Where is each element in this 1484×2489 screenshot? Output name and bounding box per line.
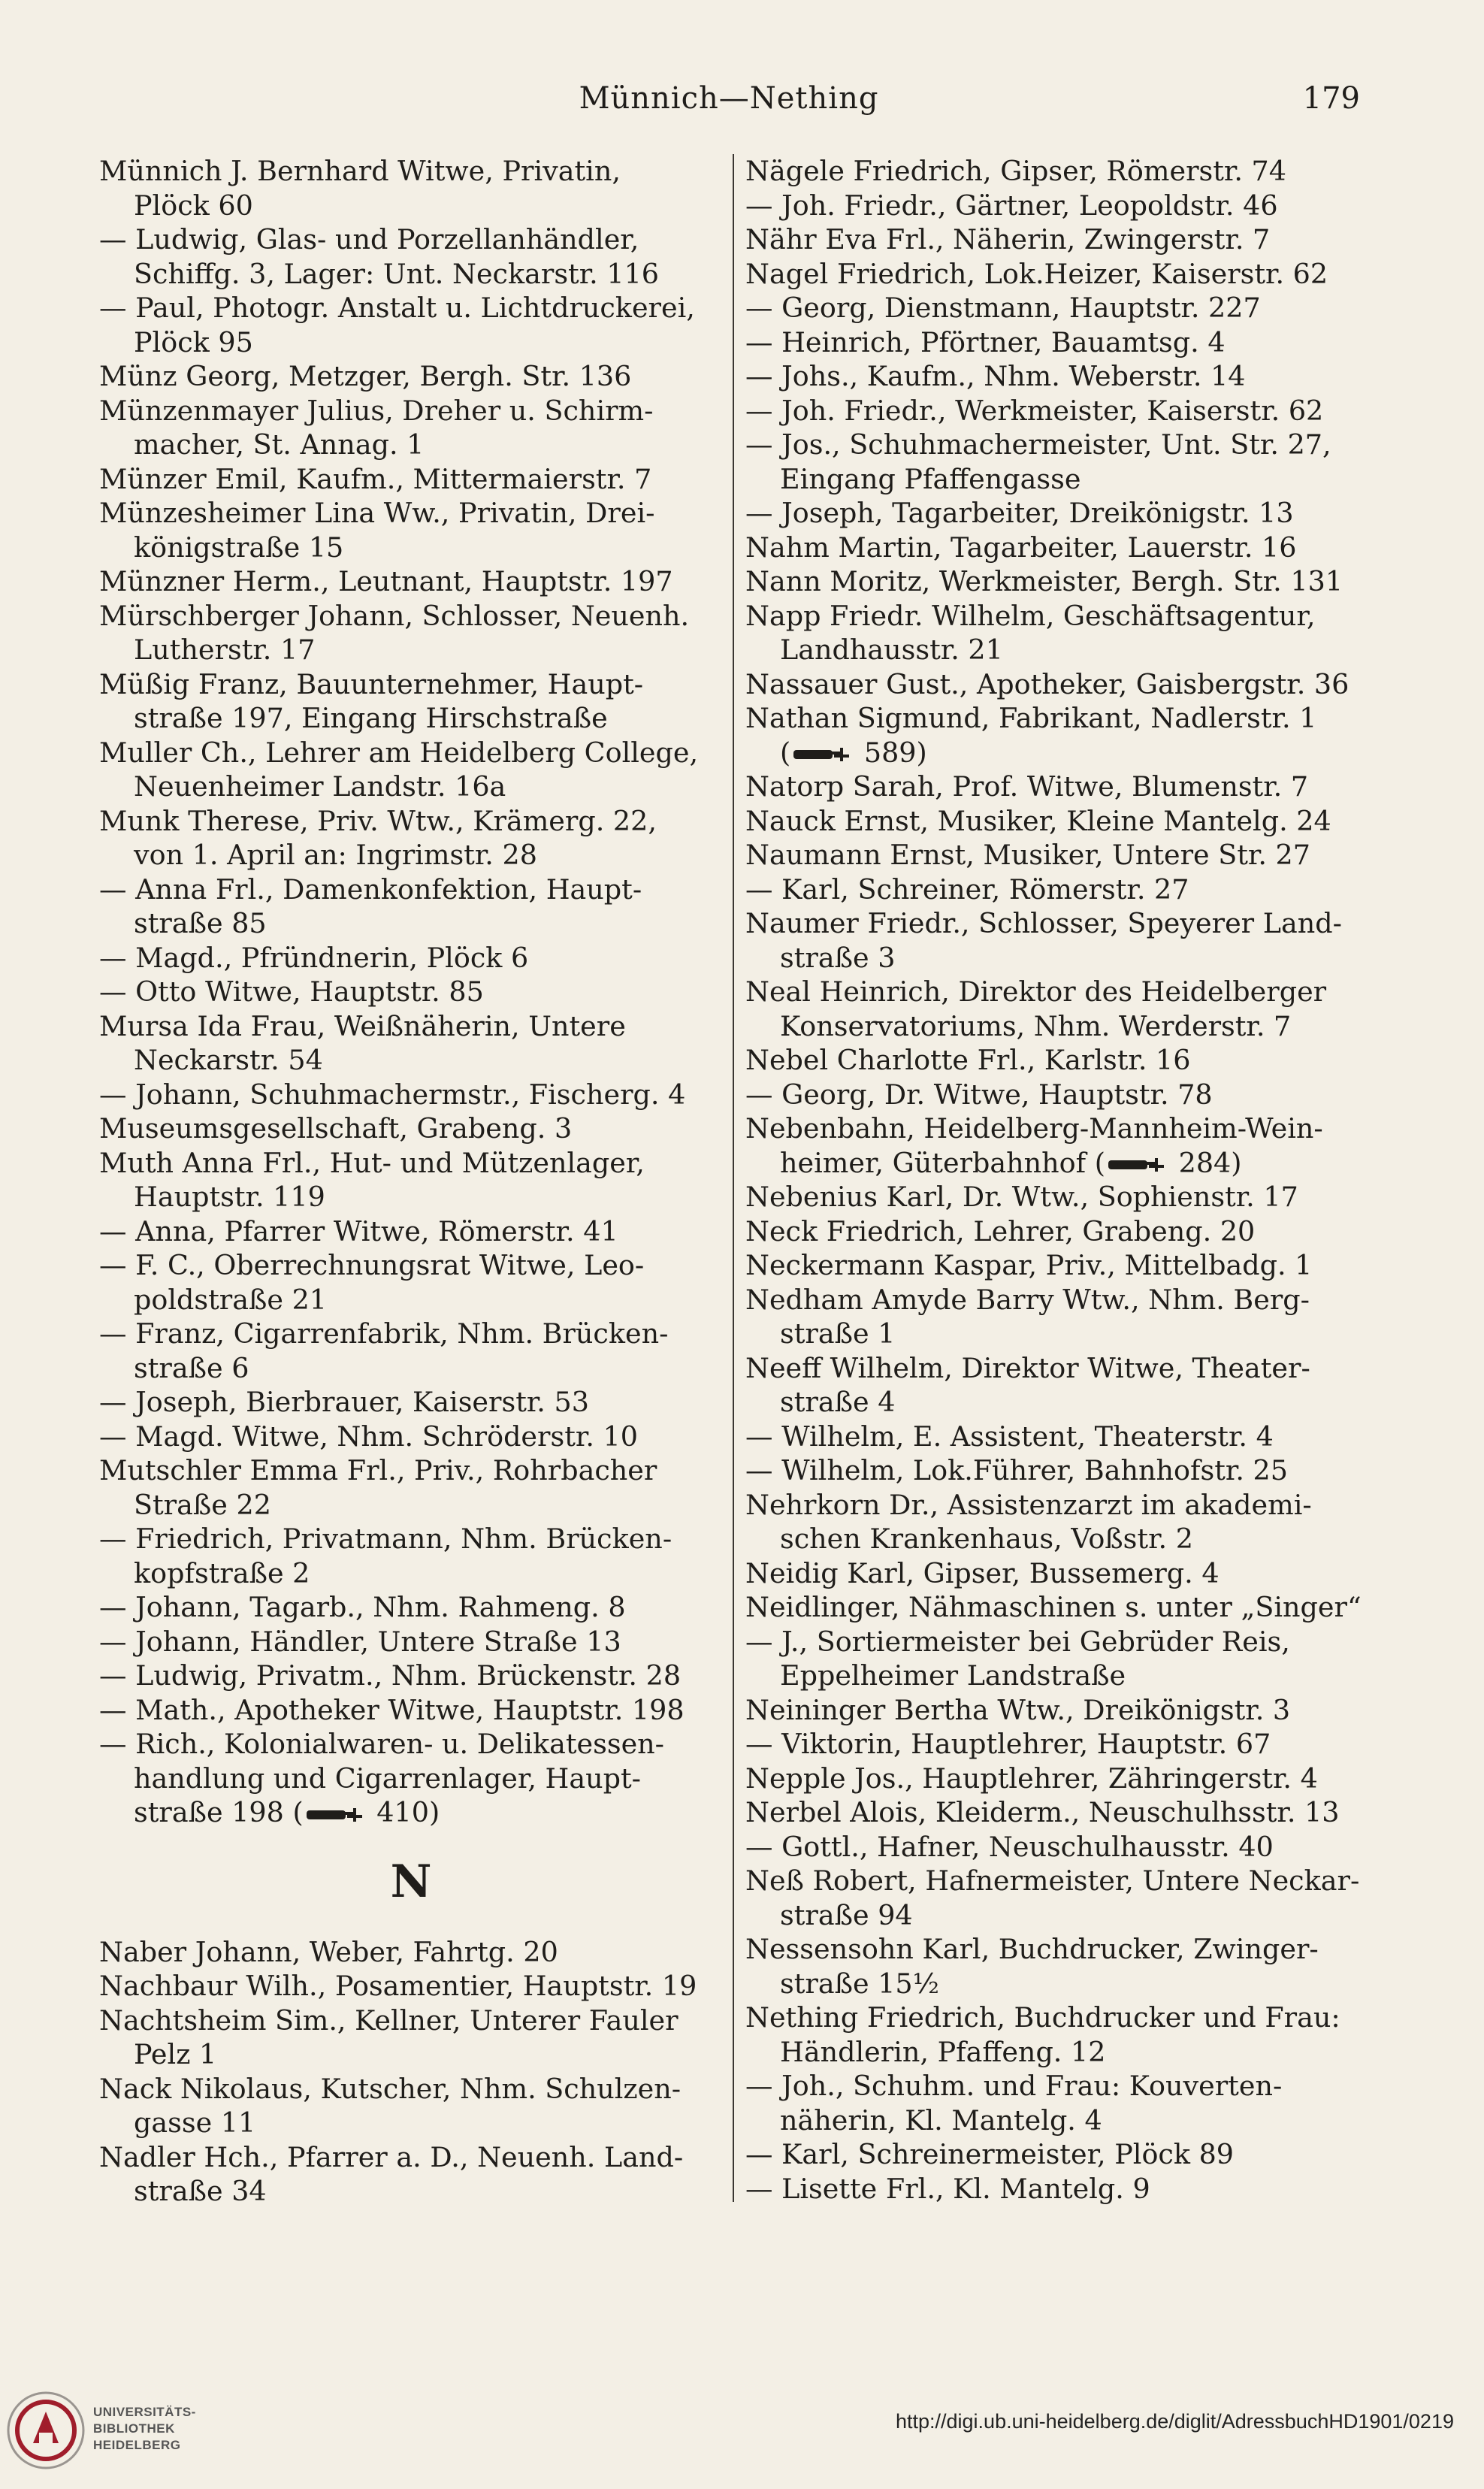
directory-entry [745, 1420, 1369, 1454]
entry-line: Eingang Pfaffengasse [780, 462, 1081, 495]
entry-line: Münzesheimer Lina Ww., Privatin, Drei- [99, 497, 655, 529]
directory-entry [99, 1248, 723, 1317]
directory-entry [745, 496, 1369, 531]
entry-line: — Math., Apotheker Witwe, Hauptstr. 198 [99, 1693, 685, 1726]
library-name [93, 2404, 196, 2454]
directory-entry [99, 1009, 723, 1078]
directory-entry [745, 222, 1369, 257]
directory-entry [745, 838, 1369, 873]
entry-line: Nägele Friedrich, Gipser, Römerstr. 74 [745, 155, 1287, 187]
entry-line: — Karl, Schreiner, Römerstr. 27 [745, 873, 1189, 906]
entry-line: Münzenmayer Julius, Dreher u. Schirm- [99, 394, 654, 427]
entry-line: — Ludwig, Glas- und Porzellanhändler, [99, 223, 639, 256]
directory-entry [745, 154, 1369, 189]
entry-line: Neidig Karl, Gipser, Bussemerg. 4 [745, 1556, 1220, 1589]
directory-entry [99, 1659, 723, 1693]
right-entries-c [745, 1180, 1369, 2206]
entry-line: — Georg, Dr. Witwe, Hauptstr. 78 [745, 1078, 1213, 1111]
right-column [745, 154, 1369, 2206]
directory-entry [745, 531, 1369, 565]
directory-entry [745, 1864, 1369, 1932]
directory-entry [745, 2137, 1369, 2172]
entry-line: — Lisette Frl., Kl. Mantelg. 9 [745, 2172, 1150, 2205]
entry-line: Muller Ch., Lehrer am Heidelberg College, [99, 736, 699, 769]
directory-entry [745, 804, 1369, 839]
entry-line: Mursa Ida Frau, Weißnäherin, Untere [99, 1009, 626, 1042]
entry-text: straße 198 ( [134, 1796, 304, 1828]
entry-line: straße 15½ [780, 1967, 940, 2000]
directory-entry [99, 222, 723, 291]
directory-entry [99, 599, 723, 667]
column-divider [733, 154, 734, 2202]
entry-line: Munk Therese, Priv. Wtw., Krämerg. 22, [99, 804, 657, 837]
left-entries-after [99, 1935, 723, 2209]
directory-entry [745, 1625, 1369, 1693]
entry-line: Neckermann Kaspar, Priv., Mittelbadg. 1 [745, 1249, 1313, 1281]
entry-line: Nething Friedrich, Buchdrucker und Frau: [745, 2001, 1340, 2034]
directory-entry [99, 1693, 723, 1728]
directory-entry [745, 2172, 1369, 2206]
entry-line: Neal Heinrich, Direktor des Heidelberger [745, 975, 1327, 1008]
entry-line: — Georg, Dienstmann, Hauptstr. 227 [745, 292, 1261, 324]
directory-entry [745, 873, 1369, 907]
entry-line: Plöck 60 [134, 189, 253, 222]
entry-line: — Joh. Friedr., Gärtner, Leopoldstr. 46 [745, 189, 1278, 222]
entry-line: Nebenbahn, Heidelberg-Mannheim-Wein- [745, 1112, 1323, 1145]
directory-entry [745, 1180, 1369, 1214]
library-name-line: BIBLIOTHEK [93, 2421, 175, 2436]
directory-entry [745, 1556, 1369, 1591]
directory-entry [99, 804, 723, 873]
directory-entry [99, 1625, 723, 1659]
directory-entry [745, 1214, 1369, 1249]
page-footer [0, 2371, 1484, 2489]
entry-line: Nebenius Karl, Dr. Wtw., Sophienstr. 17 [745, 1181, 1298, 1213]
entry-line: — Viktorin, Hauptlehrer, Hauptstr. 67 [745, 1728, 1271, 1760]
directory-entry [99, 291, 723, 359]
entry-text: heimer, Güterbahnhof ( [780, 1146, 1105, 1179]
entry-text: 589) [855, 736, 927, 769]
directory-entry [745, 564, 1369, 599]
entry-line: Nauck Ernst, Musiker, Kleine Mantelg. 24 [745, 804, 1331, 837]
running-head: Münnich—Nething [579, 81, 879, 116]
directory-entry [745, 1932, 1369, 2001]
directory-entry [745, 394, 1369, 428]
entry-line: Napp Friedr. Wilhelm, Geschäftsagentur, [745, 599, 1316, 632]
directory-entry [99, 1111, 723, 1146]
directory-entry [99, 1146, 723, 1214]
entry-line: Nachbaur Wilh., Posamentier, Hauptstr. 19 [99, 1970, 697, 2002]
entry-line [745, 736, 1369, 770]
page-number: 179 [1302, 81, 1360, 116]
entry-line: Neß Robert, Hafnermeister, Untere Neckar- [745, 1864, 1360, 1897]
left-entries-before [99, 154, 723, 1727]
entry-line: straße 85 [134, 907, 267, 939]
entry-line: poldstraße 21 [134, 1283, 328, 1316]
directory-entry [99, 359, 723, 394]
entry-line: Nehrkorn Dr., Assistenzarzt im akademi- [745, 1488, 1312, 1521]
entry-line: — Joh. Friedr., Werkmeister, Kaiserstr. 62 [745, 394, 1324, 427]
entry-line: Nadler Hch., Pfarrer a. D., Neuenh. Land- [99, 2140, 684, 2173]
entry-line: — Franz, Cigarrenfabrik, Nhm. Brücken- [99, 1317, 669, 1350]
entry-line: — Magd. Witwe, Nhm. Schröderstr. 10 [99, 1420, 638, 1453]
directory-entry [745, 1693, 1369, 1728]
entry-line: — Johann, Schuhmachermstr., Fischerg. 4 [99, 1078, 686, 1111]
directory-entry [745, 599, 1369, 667]
entry-line: Natorp Sarah, Prof. Witwe, Blumenstr. 7 [745, 770, 1309, 803]
entry-line: — Magd., Pfründnerin, Plöck 6 [99, 941, 529, 974]
directory-entry [745, 1351, 1369, 1420]
entry-line: handlung und Cigarrenlager, Haupt- [134, 1762, 642, 1795]
left-column [99, 154, 723, 2209]
entry-line: straße 3 [780, 941, 896, 974]
entry-line: — Anna, Pfarrer Witwe, Römerstr. 41 [99, 1214, 618, 1248]
directory-entry [745, 257, 1369, 292]
entry-line: Nebel Charlotte Frl., Karlstr. 16 [745, 1044, 1191, 1076]
entry-line: — Joseph, Tagarbeiter, Dreikönigstr. 13 [745, 497, 1294, 529]
entry-line: Neidlinger, Nähmaschinen s. unter „Singer“ [745, 1591, 1362, 1623]
entry-line: näherin, Kl. Mantelg. 4 [780, 2103, 1102, 2137]
entry-line: straße 1 [780, 1317, 896, 1350]
directory-entry [745, 359, 1369, 394]
entry-line: Muth Anna Frl., Hut- und Mützenlager, [99, 1146, 645, 1179]
entry-line: — Heinrich, Pförtner, Bauamtsg. 4 [745, 325, 1226, 358]
directory-entry [745, 428, 1369, 496]
entry-line: — Joh., Schuhm. und Frau: Kouverten- [745, 2070, 1283, 2102]
entry-line: — Otto Witwe, Hauptstr. 85 [99, 975, 484, 1008]
entry-line: — Jos., Schuhmachermeister, Unt. Str. 27, [745, 428, 1331, 461]
entry-line: Nack Nikolaus, Kutscher, Nhm. Schulzen- [99, 2072, 682, 2105]
directory-entry [99, 496, 723, 564]
entry-line: Naumann Ernst, Musiker, Untere Str. 27 [745, 839, 1310, 871]
directory-entry [745, 906, 1369, 975]
directory-entry [745, 1248, 1369, 1283]
entry-line: macher, St. Annag. 1 [134, 428, 425, 461]
entry-line: von 1. April an: Ingrimstr. 28 [134, 839, 537, 871]
entry-text: 284) [1170, 1146, 1242, 1179]
right-entries-b [745, 770, 1369, 1111]
entry-line: gasse 11 [134, 2106, 256, 2139]
entry-line: Münzer Emil, Kaufm., Mittermaierstr. 7 [99, 462, 652, 495]
entry-line: Nathan Sigmund, Fabrikant, Nadlerstr. 1 [745, 702, 1317, 734]
directory-entry [745, 1078, 1369, 1112]
entry-line: Münz Georg, Metzger, Bergh. Str. 136 [99, 360, 632, 392]
directory-entry [745, 325, 1369, 360]
entry-line: Nann Moritz, Werkmeister, Bergh. Str. 131 [745, 565, 1343, 597]
source-url-link[interactable]: http://digi.ub.uni-heidelberg.de/diglit/AdressbuchHD1901/0219 [895, 2410, 1454, 2433]
entry-line: königstraße 15 [134, 531, 344, 564]
directory-entry [99, 1385, 723, 1420]
directory-entry [745, 2001, 1369, 2069]
entry-line: Nepple Jos., Hauptlehrer, Zähringerstr. 4 [745, 1762, 1318, 1795]
entry-line: — Friedrich, Privatmann, Nhm. Brücken- [99, 1523, 672, 1555]
entry-line: Landhausstr. 21 [780, 634, 1003, 666]
directory-entry [99, 2140, 723, 2209]
entry-line: Neuenheimer Landstr. 16a [134, 770, 506, 803]
directory-entry [745, 1590, 1369, 1625]
telephone-icon [1107, 1155, 1165, 1175]
entry-line: Nähr Eva Frl., Näherin, Zwingerstr. 7 [745, 223, 1271, 256]
directory-entry [99, 873, 723, 941]
directory-entry [745, 1795, 1369, 1830]
directory-entry [745, 1830, 1369, 1864]
entry-line: Neininger Bertha Wtw., Dreikönigstr. 3 [745, 1693, 1291, 1726]
entry-line: straße 34 [134, 2175, 267, 2207]
entry-line: — Ludwig, Privatm., Nhm. Brückenstr. 28 [99, 1659, 682, 1692]
entry-line: Mürschberger Johann, Schlosser, Neuenh. [99, 599, 690, 632]
directory-entry [99, 667, 723, 736]
entry-line: Münzner Herm., Leutnant, Hauptstr. 197 [99, 565, 673, 597]
entry-line: Nedham Amyde Barry Wtw., Nhm. Berg- [745, 1283, 1310, 1316]
letter-heading: N [390, 1855, 432, 1908]
entry-line: straße 4 [780, 1386, 896, 1418]
entry-line: Konservatoriums, Nhm. Werderstr. 7 [780, 1009, 1292, 1042]
entry-line: Mutschler Emma Frl., Priv., Rohrbacher [99, 1454, 657, 1486]
directory-entry [99, 1420, 723, 1454]
directory-entry [745, 1283, 1369, 1351]
entry-line: — Johann, Tagarb., Nhm. Rahmeng. 8 [99, 1591, 626, 1623]
entry-line: Straße 22 [134, 1488, 271, 1521]
entry-line: — Wilhelm, Lok.Führer, Bahnhofstr. 25 [745, 1454, 1288, 1486]
directory-entry [745, 975, 1369, 1043]
entry-text: ( [780, 736, 791, 769]
directory-entry [745, 1762, 1369, 1796]
directory-entry [99, 1453, 723, 1522]
entry-line: Neckarstr. 54 [134, 1044, 323, 1076]
entry-line: Naber Johann, Weber, Fahrtg. 20 [99, 1935, 558, 1968]
directory-entry [99, 736, 723, 804]
entry-text: 410) [367, 1796, 440, 1828]
telephone-icon [792, 745, 851, 764]
entry-nathan [745, 701, 1369, 770]
entry-line: Nerbel Alois, Kleiderm., Neuschulhsstr. 13 [745, 1796, 1340, 1828]
entry-line: Plöck 95 [134, 325, 253, 358]
directory-entry [99, 154, 723, 222]
directory-entry [745, 1043, 1369, 1078]
directory-entry [99, 1522, 723, 1590]
directory-entry [99, 1935, 723, 1970]
entry-line: Händlerin, Pfaffeng. 12 [780, 2035, 1106, 2068]
directory-entry [99, 2004, 723, 2072]
entry-line [745, 1146, 1369, 1181]
directory-entry [99, 1969, 723, 2004]
directory-entry [99, 564, 723, 599]
directory-entry [99, 1317, 723, 1385]
entry-mutschler-rich [99, 1727, 723, 1830]
entry-line: Schiffg. 3, Lager: Unt. Neckarstr. 116 [134, 257, 660, 290]
entry-line: Neck Friedrich, Lehrer, Grabeng. 20 [745, 1214, 1256, 1248]
directory-entry [745, 1727, 1369, 1762]
page-header [98, 81, 1360, 126]
entry-line: straße 197, Eingang Hirschstraße [134, 702, 608, 734]
directory-entry [99, 975, 723, 1009]
entry-line: Neeff Wilhelm, Direktor Witwe, Theater- [745, 1351, 1310, 1384]
directory-entry [745, 770, 1369, 804]
entry-nebenbahn [745, 1111, 1369, 1180]
entry-line: kopfstraße 2 [134, 1556, 310, 1589]
library-logo[interactable] [5, 2389, 245, 2472]
directory-entry [745, 2069, 1369, 2137]
entry-line: — Rich., Kolonialwaren- u. Delikatessen- [99, 1728, 665, 1760]
entry-line: — Johs., Kaufm., Nhm. Weberstr. 14 [745, 360, 1246, 392]
entry-line: schen Krankenhaus, Voßstr. 2 [780, 1523, 1193, 1555]
entry-line: Eppelheimer Landstraße [780, 1659, 1126, 1692]
entry-line: — Johann, Händler, Untere Straße 13 [99, 1625, 621, 1658]
entry-line: Lutherstr. 17 [134, 634, 316, 666]
entry-line: Pelz 1 [134, 2038, 217, 2070]
entry-line: Nachtsheim Sim., Kellner, Unterer Fauler [99, 2004, 679, 2037]
entry-line: straße 6 [134, 1351, 249, 1384]
entry-line: Nassauer Gust., Apotheker, Gaisbergstr. 36 [745, 667, 1350, 700]
directory-entry [745, 291, 1369, 325]
entry-line: Nahm Martin, Tagarbeiter, Lauerstr. 16 [745, 531, 1297, 564]
entry-line: — Karl, Schreinermeister, Plöck 89 [745, 2138, 1235, 2170]
entry-line: — F. C., Oberrechnungsrat Witwe, Leo- [99, 1249, 645, 1281]
entry-line: Hauptstr. 119 [134, 1181, 325, 1213]
library-name-line: UNIVERSITÄTS- [93, 2405, 196, 2419]
entry-line [99, 1795, 723, 1830]
directory-entry [99, 1078, 723, 1112]
entry-line: Müßig Franz, Bauunternehmer, Haupt- [99, 667, 644, 700]
right-entries-a [745, 154, 1369, 701]
library-name-line: HEIDELBERG [93, 2438, 181, 2452]
directory-entry [745, 1453, 1369, 1488]
directory-entry [99, 1590, 723, 1625]
directory-entry [745, 667, 1369, 702]
directory-entry [99, 462, 723, 497]
entry-line: straße 94 [780, 1898, 913, 1931]
telephone-icon [305, 1805, 364, 1825]
directory-entry [99, 941, 723, 975]
entry-line: — Joseph, Bierbrauer, Kaiserstr. 53 [99, 1386, 589, 1418]
entry-line: Nagel Friedrich, Lok.Heizer, Kaiserstr. 62 [745, 257, 1328, 290]
entry-line: — Anna Frl., Damenkonfektion, Haupt- [99, 873, 642, 906]
entry-line: — Wilhelm, E. Assistent, Theaterstr. 4 [745, 1420, 1274, 1453]
entry-line: — J., Sortiermeister bei Gebrüder Reis, [745, 1625, 1290, 1658]
entry-line: Museumsgesellschaft, Grabeng. 3 [99, 1112, 573, 1145]
directory-entry [99, 1214, 723, 1249]
entry-line: — Paul, Photogr. Anstalt u. Lichtdruckerei, [99, 292, 695, 324]
library-seal-icon [5, 2389, 87, 2472]
directory-entry [745, 1488, 1369, 1556]
entry-line: Nessensohn Karl, Buchdrucker, Zwinger- [745, 1933, 1319, 1965]
entry-line: — Gottl., Hafner, Neuschulhausstr. 40 [745, 1830, 1274, 1863]
entry-line: Naumer Friedr., Schlosser, Speyerer Land- [745, 907, 1342, 939]
directory-entry [99, 394, 723, 462]
entry-line: Münnich J. Bernhard Witwe, Privatin, [99, 155, 621, 187]
directory-entry [99, 2072, 723, 2140]
directory-entry [745, 189, 1369, 223]
